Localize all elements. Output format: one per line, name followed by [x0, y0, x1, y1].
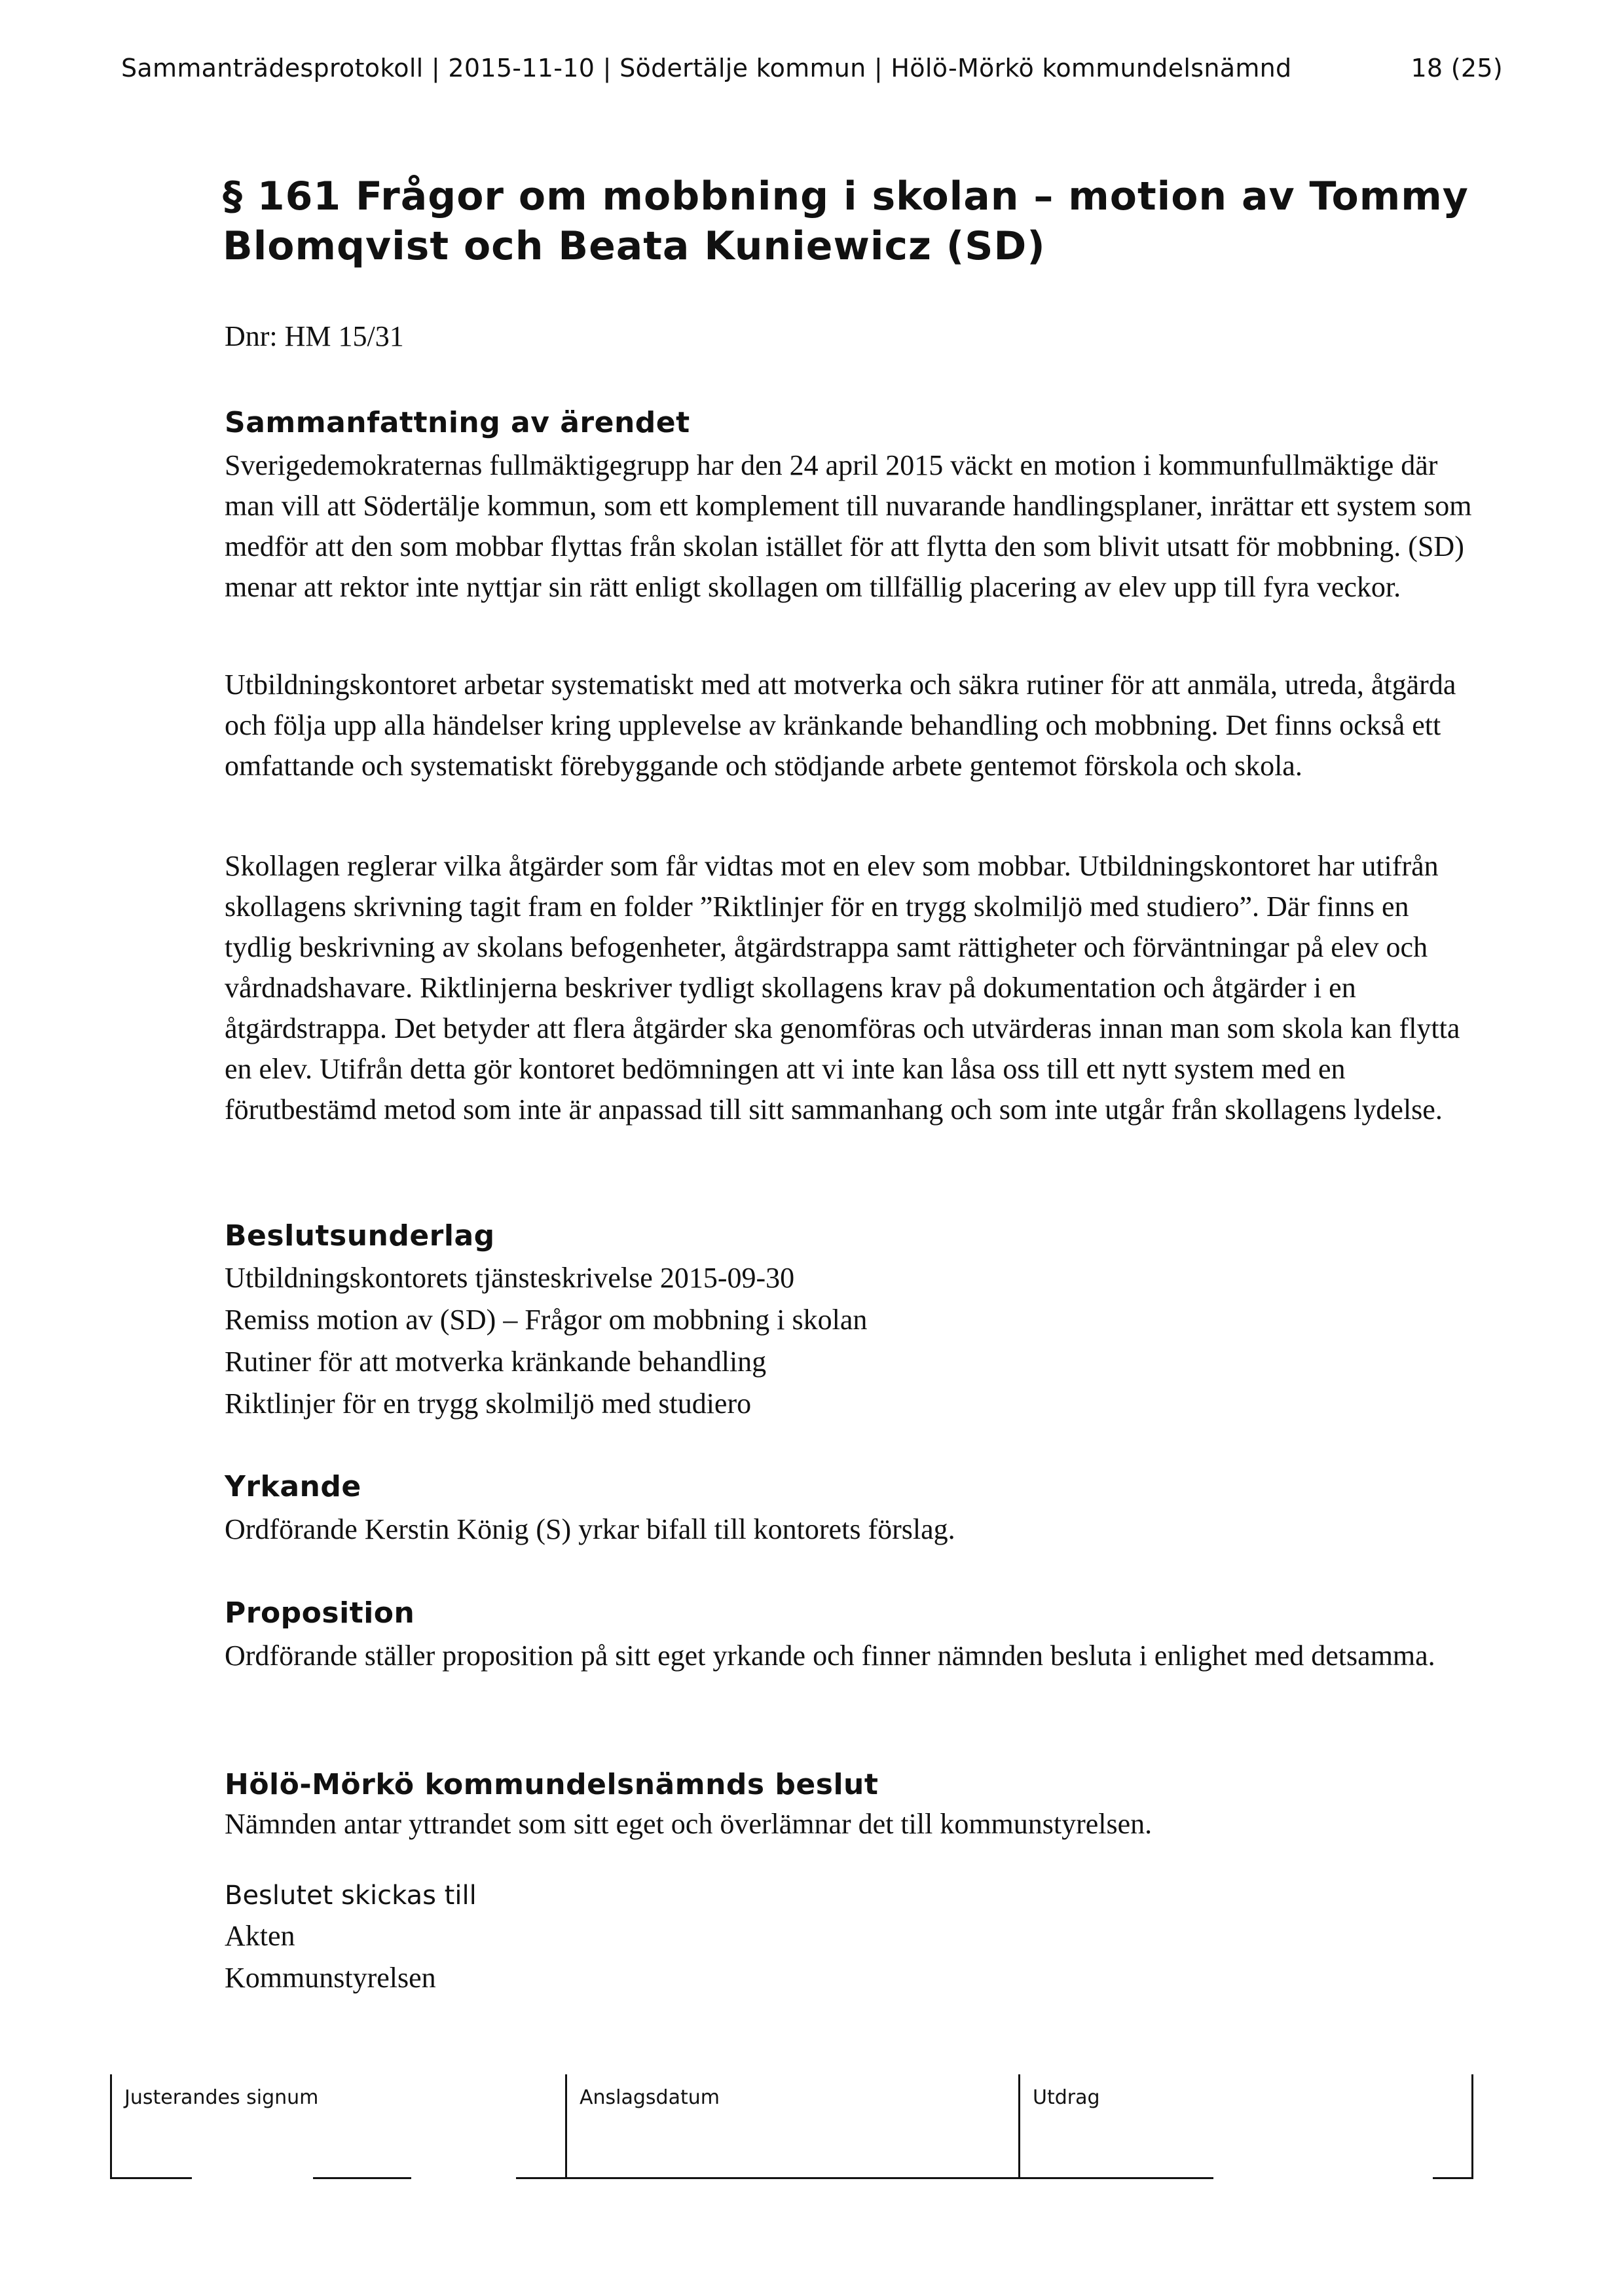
motion-text: Ordförande Kerstin König (S) yrkar bifall till kontorets förslag. — [225, 1513, 955, 1545]
proposition-heading: Proposition — [225, 1596, 415, 1630]
summary-heading: Sammanfattning av ärendet — [225, 406, 690, 439]
page-number: 18 (25) — [1411, 54, 1503, 83]
motion-heading: Yrkande — [225, 1470, 361, 1503]
page-header — [121, 54, 1503, 83]
basis-heading: Beslutsunderlag — [225, 1219, 495, 1253]
footer-cell-signature — [110, 2074, 565, 2179]
footer-cell-posting-date — [565, 2074, 1018, 2179]
case-number: Dnr: HM 15/31 — [225, 320, 404, 352]
footer-divider — [1471, 2074, 1473, 2179]
header-meta: Sammanträdesprotokoll | 2015-11-10 | Södertälje kommun | Hölö-Mörkö kommundelsnämnd — [121, 54, 1292, 83]
page-title: § 161 Frågor om mobbning i skolan – motion av Tommy Blomqvist och Beata Kuniewicz (SD) — [223, 174, 1469, 269]
sent-to-label: Beslutet skickas till — [225, 1881, 477, 1911]
recipient-list — [225, 1915, 436, 1999]
recipient-item: Akten — [225, 1920, 295, 1952]
summary-paragraph-3: Skollagen reglerar vilka åtgärder som får vidtas mot en elev som mobbar. Utbildningskontoret har utifrån skollagens skrivning tagit fram en folder ”Riktlinjer för en trygg skolmiljö med studiero”. Där finns en tydlig beskrivning av skolans befogenheter, åtgärdstrappa samt rättigheter och förväntningar på elev och vårdnadshavare. Riktlinjerna beskriver tydligt skollagens krav på dokumentation och åtgärder i en åtgärdstrappa. Det betyder att flera åtgärder ska genomföras och utvärderas innan man som skola kan flytta en elev. Utifrån detta gör kontoret bedömningen att vi inte kan låsa oss till ett nytt system med en förutbestämd metod som inte är anpassad till sitt sammanhang och som inte utgår från skollagens lydelse. — [225, 850, 1460, 1126]
summary-paragraph-2: Utbildningskontoret arbetar systematiskt med att motverka och säkra rutiner för att anmäla, utreda, åtgärda och följa upp alla händelser kring upplevelse av kränkande behandling och mobbning. Det finns också ett omfattande och systematiskt förebyggande och stödjande arbete gentemot förskola och skola. — [225, 669, 1456, 782]
posting-date-label: Anslagsdatum — [580, 2086, 720, 2109]
recipient-item: Kommunstyrelsen — [225, 1962, 436, 1994]
basis-list — [225, 1257, 867, 1425]
footer-cell-extract — [1018, 2074, 1471, 2179]
basis-item: Riktlinjer för en trygg skolmiljö med studiero — [225, 1387, 752, 1420]
extract-label: Utdrag — [1033, 2086, 1100, 2109]
decision-text: Nämnden antar yttrandet som sitt eget och överlämnar det till kommunstyrelsen. — [225, 1808, 1153, 1840]
basis-item: Utbildningskontorets tjänsteskrivelse 2015-09-30 — [225, 1262, 795, 1294]
decision-heading: Hölö-Mörkö kommundelsnämnds beslut — [225, 1768, 879, 1801]
basis-item: Rutiner för att motverka kränkande behandling — [225, 1346, 767, 1378]
summary-paragraph-1: Sverigedemokraternas fullmäktigegrupp har den 24 april 2015 väckt en motion i kommunfullmäktige där man vill att Södertälje kommun, som ett komplement till nuvarande handlingsplaner, inrättar ett system som medför att den som mobbar flyttas från skolan istället för att flytta den som blivit utsatt för mobbning. (SD) menar att rektor inte nyttjar sin rätt enligt skollagen om tillfällig placering av elev upp till fyra veckor. — [225, 449, 1472, 603]
basis-item: Remiss motion av (SD) – Frågor om mobbning i skolan — [225, 1304, 868, 1336]
signature-label: Justerandes signum — [124, 2086, 319, 2109]
proposition-text: Ordförande ställer proposition på sitt eget yrkande och finner nämnden besluta i enlighet med detsamma. — [225, 1640, 1435, 1672]
signature-footer — [110, 2074, 1473, 2179]
